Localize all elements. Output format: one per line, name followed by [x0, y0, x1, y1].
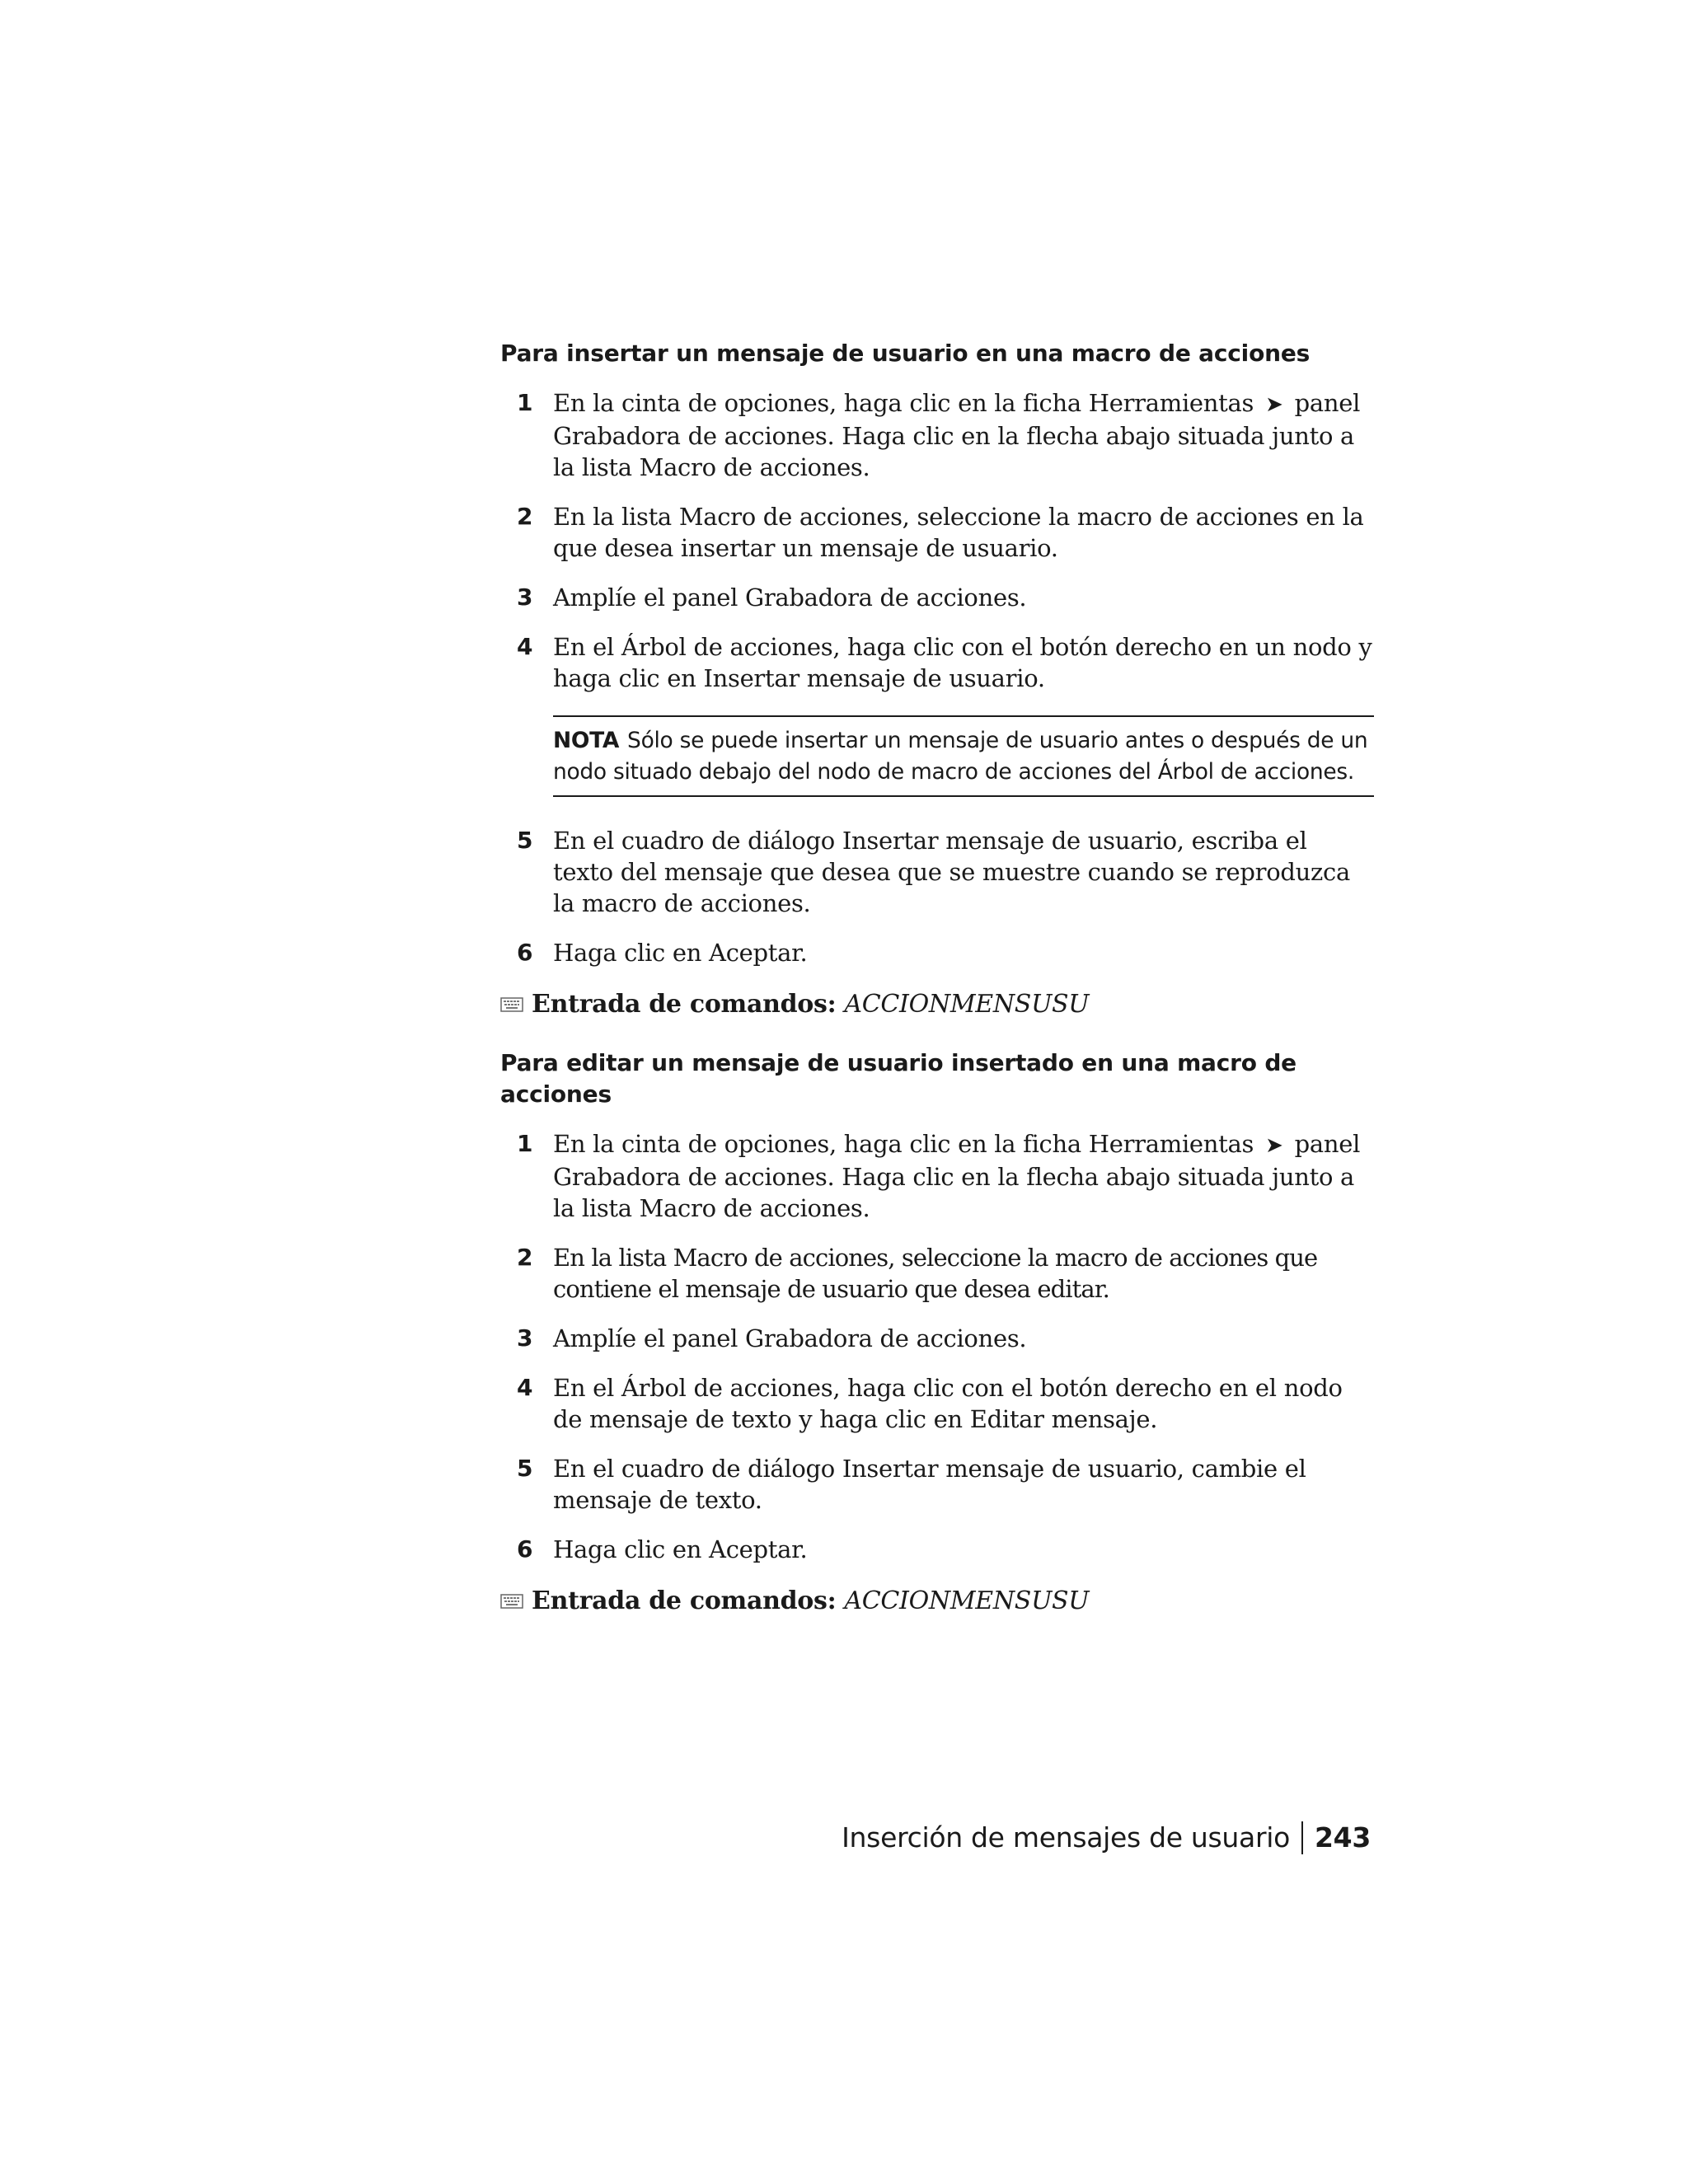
step-text: Amplíe el panel Grabadora de acciones.: [553, 1324, 1027, 1352]
command-name: ACCIONMENSUSU: [844, 1586, 1090, 1615]
procedure-heading-edit: Para editar un mensaje de usuario insertado en una macro de acciones: [500, 1049, 1296, 1108]
step-item: [500, 1323, 1374, 1354]
command-entry-label: Entrada de comandos:: [532, 1586, 837, 1615]
step-item: [500, 1453, 1374, 1516]
step-number: 4: [517, 1374, 533, 1401]
note-text: Sólo se puede insertar un mensaje de usuario antes o después de un nodo situado debajo del nodo de macro de acciones del Árbol de acciones.: [553, 728, 1368, 785]
steps-list-insert-continued: [500, 825, 1374, 968]
step-text: panel Grabadora de acciones. Haga clic en la flecha abajo situada junto a la lista Macro de acciones.: [553, 1130, 1361, 1222]
step-item: [500, 825, 1374, 919]
step-text: En el cuadro de diálogo Insertar mensaje de usuario, cambie el mensaje de texto.: [553, 1455, 1306, 1514]
step-text: En la lista Macro de acciones, seleccione la macro de acciones en la que desea insertar un mensaje de usuario.: [553, 503, 1364, 562]
keyboard-icon: [500, 996, 523, 1013]
step-text: Haga clic en Aceptar.: [553, 1535, 808, 1563]
step-text: panel Grabadora de acciones. Haga clic en la flecha abajo situada junto a la lista Macro de acciones.: [553, 389, 1361, 481]
command-entry: [500, 988, 1374, 1021]
step-number: 5: [517, 1455, 533, 1482]
footer-divider: [1301, 1821, 1303, 1854]
step-text: Amplíe el panel Grabadora de acciones.: [553, 583, 1027, 612]
page-content: [500, 338, 1374, 1618]
step-item: [500, 501, 1374, 564]
step-number: 3: [517, 1324, 533, 1352]
step-number: 1: [517, 389, 533, 416]
step-number: 5: [517, 827, 533, 854]
keyboard-icon: [500, 1593, 523, 1610]
step-item: [500, 387, 1374, 483]
step-number: 2: [517, 503, 533, 530]
step-number: 1: [517, 1130, 533, 1157]
step-text: En la cinta de opciones, haga clic en la ficha Herramientas: [553, 1130, 1254, 1158]
procedure-heading-insert: Para insertar un mensaje de usuario en una macro de acciones: [500, 340, 1311, 367]
arrow-icon: ➤: [1265, 1133, 1283, 1158]
steps-list-edit: [500, 1128, 1374, 1565]
step-text: En la lista Macro de acciones, seleccione la macro de acciones que contiene el mensaje de usuario que desea editar.: [553, 1244, 1318, 1303]
footer-title: Inserción de mensajes de usuario: [842, 1821, 1291, 1854]
step-item: [500, 1372, 1374, 1435]
page-number: 243: [1315, 1821, 1371, 1854]
note-box: [553, 715, 1374, 797]
step-item: [500, 1534, 1374, 1565]
arrow-icon: ➤: [1265, 392, 1283, 417]
step-text: En el Árbol de acciones, haga clic con el botón derecho en un nodo y haga clic en Insertar mensaje de usuario.: [553, 633, 1372, 692]
step-number: 2: [517, 1244, 533, 1271]
command-entry-label: Entrada de comandos:: [532, 990, 837, 1019]
step-number: 6: [517, 1535, 533, 1563]
note-label: NOTA: [553, 728, 620, 753]
step-text: En la cinta de opciones, haga clic en la ficha Herramientas: [553, 389, 1254, 417]
step-number: 6: [517, 939, 533, 966]
step-text: Haga clic en Aceptar.: [553, 939, 808, 967]
page-footer: [842, 1820, 1371, 1856]
command-entry: [500, 1585, 1374, 1618]
step-item: [500, 1242, 1374, 1305]
step-item: [500, 631, 1374, 694]
step-item: [500, 582, 1374, 613]
step-number: 4: [517, 633, 533, 660]
step-text: En el Árbol de acciones, haga clic con el botón derecho en el nodo de mensaje de texto y haga clic en Editar mensaje.: [553, 1374, 1343, 1433]
step-text: En el cuadro de diálogo Insertar mensaje de usuario, escriba el texto del mensaje que desea que se muestre cuando se reproduzca la macro de acciones.: [553, 827, 1350, 917]
step-item: [500, 937, 1374, 968]
step-number: 3: [517, 583, 533, 611]
step-item: [500, 1128, 1374, 1224]
steps-list-insert: [500, 387, 1374, 694]
command-name: ACCIONMENSUSU: [844, 990, 1090, 1019]
